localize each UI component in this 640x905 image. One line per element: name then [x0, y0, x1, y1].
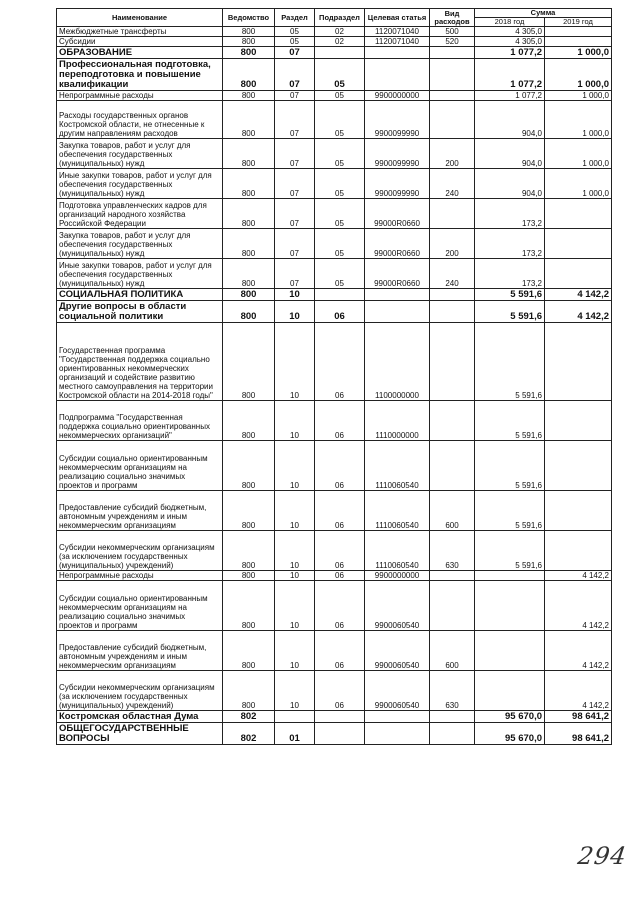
table-cell-section: 07 [275, 259, 315, 289]
table-cell-subsection: 06 [315, 401, 365, 441]
table-cell-2018: 904,0 [475, 169, 545, 199]
table-cell-2019: 4 142,2 [545, 671, 612, 711]
table-cell-2019: 4 142,2 [545, 631, 612, 671]
table-body [57, 27, 612, 745]
table-cell-subsection: 06 [315, 301, 365, 323]
table-cell-dept: 800 [223, 169, 275, 199]
table-cell-subsection: 02 [315, 27, 365, 37]
table-cell-section: 10 [275, 631, 315, 671]
table-cell-name: Субсидии некоммерческим организациям (за исключением государственных (муниципальных) учреждений) [57, 671, 223, 711]
budget-table-page [56, 8, 611, 745]
table-row [57, 323, 612, 401]
table-cell-target: 9900060540 [365, 631, 430, 671]
table-cell-2018: 1 077,2 [475, 59, 545, 91]
table-cell-2019 [545, 531, 612, 571]
table-cell-dept: 800 [223, 27, 275, 37]
table-row [57, 571, 612, 581]
table-cell-2018: 904,0 [475, 101, 545, 139]
table-cell-dept: 800 [223, 671, 275, 711]
table-cell-2018 [475, 581, 545, 631]
table-cell-section: 10 [275, 401, 315, 441]
table-cell-kind [430, 401, 475, 441]
table-cell-section: 10 [275, 571, 315, 581]
table-cell-target: 1100000000 [365, 323, 430, 401]
table-cell-dept: 800 [223, 101, 275, 139]
table-cell-section: 10 [275, 301, 315, 323]
table-cell-2019 [545, 27, 612, 37]
table-cell-2019: 1 000,0 [545, 91, 612, 101]
table-cell-section: 01 [275, 723, 315, 745]
table-cell-target: 1120071040 [365, 27, 430, 37]
table-cell-name: Непрограммные расходы [57, 571, 223, 581]
table-cell-2018: 5 591,6 [475, 531, 545, 571]
table-cell-2018 [475, 571, 545, 581]
table-cell-kind: 600 [430, 631, 475, 671]
table-cell-section: 07 [275, 91, 315, 101]
table-cell-subsection [315, 47, 365, 59]
table-cell-2018: 5 591,6 [475, 289, 545, 301]
table-cell-kind: 500 [430, 27, 475, 37]
table-cell-dept: 800 [223, 301, 275, 323]
table-cell-2019: 4 142,2 [545, 581, 612, 631]
table-cell-dept: 800 [223, 323, 275, 401]
table-row [57, 229, 612, 259]
table-row [57, 491, 612, 531]
table-cell-subsection: 06 [315, 571, 365, 581]
table-cell-dept: 800 [223, 229, 275, 259]
table-cell-dept: 800 [223, 91, 275, 101]
table-cell-name: ОБРАЗОВАНИЕ [57, 47, 223, 59]
table-cell-dept: 800 [223, 631, 275, 671]
table-cell-subsection: 05 [315, 59, 365, 91]
table-cell-section: 07 [275, 139, 315, 169]
table-cell-subsection: 06 [315, 323, 365, 401]
table-cell-section: 07 [275, 169, 315, 199]
table-cell-section: 10 [275, 491, 315, 531]
table-cell-name: СОЦИАЛЬНАЯ ПОЛИТИКА [57, 289, 223, 301]
table-cell-dept: 800 [223, 571, 275, 581]
table-cell-2019 [545, 199, 612, 229]
table-cell-kind [430, 289, 475, 301]
table-cell-name: Иные закупки товаров, работ и услуг для обеспечения государственных (муниципальных) нужд [57, 169, 223, 199]
table-row [57, 289, 612, 301]
table-cell-2018: 5 591,6 [475, 323, 545, 401]
table-row [57, 47, 612, 59]
table-row [57, 259, 612, 289]
table-row [57, 723, 612, 745]
table-cell-2018: 173,2 [475, 199, 545, 229]
table-cell-kind [430, 723, 475, 745]
table-cell-2019 [545, 401, 612, 441]
table-cell-target: 1120071040 [365, 37, 430, 47]
table-cell-name: Государственная программа "Государственная поддержка социально ориентированных некоммерческих организаций и содействие развитию местного самоуправления на территории Костромской области на 2014-2018 годы" [57, 323, 223, 401]
table-cell-target [365, 723, 430, 745]
table-cell-kind [430, 323, 475, 401]
table-row [57, 401, 612, 441]
budget-table [56, 8, 612, 745]
table-cell-name: Другие вопросы в области социальной политики [57, 301, 223, 323]
table-cell-dept: 800 [223, 289, 275, 301]
table-row [57, 101, 612, 139]
table-cell-target: 99000R0660 [365, 229, 430, 259]
table-cell-2019: 4 142,2 [545, 571, 612, 581]
table-cell-2018 [475, 631, 545, 671]
table-cell-2019 [545, 229, 612, 259]
table-row [57, 59, 612, 91]
table-cell-section: 10 [275, 531, 315, 571]
table-cell-2019 [545, 491, 612, 531]
table-cell-dept: 800 [223, 59, 275, 91]
table-cell-subsection: 05 [315, 199, 365, 229]
table-cell-2019: 1 000,0 [545, 101, 612, 139]
table-cell-2019 [545, 323, 612, 401]
table-row [57, 631, 612, 671]
table-cell-2019 [545, 37, 612, 47]
table-cell-dept: 800 [223, 401, 275, 441]
table-row [57, 169, 612, 199]
table-cell-2018: 173,2 [475, 229, 545, 259]
table-cell-subsection [315, 289, 365, 301]
table-cell-name: Субсидии [57, 37, 223, 47]
table-cell-2018: 5 591,6 [475, 301, 545, 323]
table-cell-subsection: 05 [315, 91, 365, 101]
header-2019: 2019 год [545, 18, 612, 27]
table-cell-name: Закупка товаров, работ и услуг для обеспечения государственных (муниципальных) нужд [57, 229, 223, 259]
table-cell-2018: 904,0 [475, 139, 545, 169]
table-cell-dept: 800 [223, 259, 275, 289]
table-cell-name: Расходы государственных органов Костромской области, не отнесенные к другим направлениям расходов [57, 101, 223, 139]
table-cell-kind: 630 [430, 671, 475, 711]
table-cell-kind [430, 59, 475, 91]
table-cell-name: Подпрограмма "Государственная поддержка социально ориентированных некоммерческих организаций" [57, 401, 223, 441]
table-cell-dept: 800 [223, 139, 275, 169]
table-cell-section: 05 [275, 27, 315, 37]
table-cell-dept: 800 [223, 47, 275, 59]
table-cell-2018: 95 670,0 [475, 723, 545, 745]
header-kind: Вид расходов [430, 9, 475, 27]
table-cell-kind: 200 [430, 139, 475, 169]
table-cell-target: 9900099990 [365, 169, 430, 199]
table-cell-kind: 200 [430, 229, 475, 259]
table-cell-dept: 800 [223, 441, 275, 491]
page-number-handwritten: 294 [576, 842, 629, 870]
table-cell-kind [430, 47, 475, 59]
table-cell-2018: 5 591,6 [475, 491, 545, 531]
table-cell-target [365, 47, 430, 59]
table-cell-target: 9900099990 [365, 139, 430, 169]
table-cell-2019: 4 142,2 [545, 301, 612, 323]
table-cell-section: 10 [275, 581, 315, 631]
table-cell-subsection: 02 [315, 37, 365, 47]
table-cell-2019: 1 000,0 [545, 47, 612, 59]
table-cell-kind: 600 [430, 491, 475, 531]
table-cell-target: 9900060540 [365, 671, 430, 711]
table-cell-name: Субсидии социально ориентированным некоммерческим организациям на реализацию социально значимых проектов и программ [57, 581, 223, 631]
header-subsection: Подраздел [315, 9, 365, 27]
header-dept: Ведомство [223, 9, 275, 27]
table-cell-section: 10 [275, 671, 315, 711]
table-cell-kind: 240 [430, 169, 475, 199]
table-cell-kind [430, 441, 475, 491]
table-cell-kind [430, 101, 475, 139]
table-cell-2019: 98 641,2 [545, 711, 612, 723]
table-cell-target: 9900099990 [365, 101, 430, 139]
header-section: Раздел [275, 9, 315, 27]
header-target: Целевая статья [365, 9, 430, 27]
header-2018: 2018 год [475, 18, 545, 27]
table-cell-target: 1110060540 [365, 491, 430, 531]
table-row [57, 37, 612, 47]
table-cell-dept: 800 [223, 199, 275, 229]
table-cell-kind [430, 571, 475, 581]
table-cell-name: Предоставление субсидий бюджетным, автономным учреждениям и иным некоммерческим организациям [57, 631, 223, 671]
table-cell-target: 9900000000 [365, 91, 430, 101]
table-cell-target [365, 301, 430, 323]
table-cell-target: 9900000000 [365, 571, 430, 581]
table-cell-subsection: 06 [315, 671, 365, 711]
table-cell-kind [430, 199, 475, 229]
table-cell-2018: 173,2 [475, 259, 545, 289]
table-cell-kind [430, 91, 475, 101]
table-cell-target: 9900060540 [365, 581, 430, 631]
table-row [57, 301, 612, 323]
table-cell-target: 99000R0660 [365, 199, 430, 229]
table-row [57, 581, 612, 631]
table-cell-kind [430, 581, 475, 631]
table-cell-name: Субсидии социально ориентированным некоммерческим организациям на реализацию социально значимых проектов и программ [57, 441, 223, 491]
table-cell-section: 07 [275, 59, 315, 91]
table-cell-subsection: 05 [315, 229, 365, 259]
table-cell-2019 [545, 441, 612, 491]
table-cell-target: 1110060540 [365, 531, 430, 571]
table-cell-section: 07 [275, 199, 315, 229]
table-cell-2019: 1 000,0 [545, 169, 612, 199]
table-cell-name: Непрограммные расходы [57, 91, 223, 101]
table-cell-dept: 800 [223, 491, 275, 531]
table-cell-2018: 4 305,0 [475, 37, 545, 47]
table-cell-section [275, 711, 315, 723]
table-cell-target: 99000R0660 [365, 259, 430, 289]
table-cell-name: Субсидии некоммерческим организациям (за исключением государственных (муниципальных) учреждений) [57, 531, 223, 571]
table-cell-target [365, 289, 430, 301]
table-row [57, 139, 612, 169]
table-cell-2018 [475, 671, 545, 711]
table-cell-name: Профессиональная подготовка, переподготовка и повышение квалификации [57, 59, 223, 91]
table-cell-2018: 5 591,6 [475, 401, 545, 441]
table-row [57, 27, 612, 37]
table-cell-section: 10 [275, 289, 315, 301]
table-cell-kind: 630 [430, 531, 475, 571]
table-row [57, 671, 612, 711]
table-cell-subsection [315, 711, 365, 723]
table-cell-section: 05 [275, 37, 315, 47]
table-cell-subsection: 06 [315, 441, 365, 491]
table-row [57, 711, 612, 723]
table-cell-name: Закупка товаров, работ и услуг для обеспечения государственных (муниципальных) нужд [57, 139, 223, 169]
table-row [57, 91, 612, 101]
table-cell-subsection: 06 [315, 491, 365, 531]
table-cell-kind [430, 711, 475, 723]
table-cell-subsection: 06 [315, 581, 365, 631]
table-cell-name: Предоставление субсидий бюджетным, автономным учреждениям и иным некоммерческим организациям [57, 491, 223, 531]
table-cell-dept: 800 [223, 531, 275, 571]
table-cell-2019: 98 641,2 [545, 723, 612, 745]
table-cell-2018: 4 305,0 [475, 27, 545, 37]
table-cell-subsection: 06 [315, 631, 365, 671]
header-sum: Сумма [475, 9, 612, 18]
table-cell-kind: 240 [430, 259, 475, 289]
table-cell-section: 07 [275, 229, 315, 259]
table-row [57, 441, 612, 491]
table-cell-kind: 520 [430, 37, 475, 47]
table-cell-2018: 95 670,0 [475, 711, 545, 723]
table-cell-2019: 1 000,0 [545, 139, 612, 169]
table-cell-name: Костромская областная Дума [57, 711, 223, 723]
table-cell-target [365, 711, 430, 723]
table-cell-dept: 802 [223, 711, 275, 723]
table-cell-subsection: 05 [315, 101, 365, 139]
table-cell-2018: 1 077,2 [475, 47, 545, 59]
table-cell-dept: 802 [223, 723, 275, 745]
table-cell-name: ОБЩЕГОСУДАРСТВЕННЫЕ ВОПРОСЫ [57, 723, 223, 745]
table-cell-name: Межбюджетные трансферты [57, 27, 223, 37]
table-cell-target [365, 59, 430, 91]
table-cell-dept: 800 [223, 37, 275, 47]
table-cell-subsection: 05 [315, 169, 365, 199]
header-name: Наименование [57, 9, 223, 27]
table-cell-subsection [315, 723, 365, 745]
table-cell-section: 07 [275, 101, 315, 139]
table-cell-2019: 1 000,0 [545, 59, 612, 91]
table-cell-2019 [545, 259, 612, 289]
table-cell-section: 07 [275, 47, 315, 59]
table-cell-name: Подготовка управленческих кадров для организаций народного хозяйства Российской Федерации [57, 199, 223, 229]
table-cell-subsection: 05 [315, 139, 365, 169]
table-row [57, 199, 612, 229]
table-cell-2018: 5 591,6 [475, 441, 545, 491]
table-cell-target: 1110000000 [365, 401, 430, 441]
table-cell-subsection: 06 [315, 531, 365, 571]
table-cell-section: 10 [275, 323, 315, 401]
table-cell-target: 1110060540 [365, 441, 430, 491]
table-cell-kind [430, 301, 475, 323]
table-cell-section: 10 [275, 441, 315, 491]
table-cell-2018: 1 077,2 [475, 91, 545, 101]
table-cell-2019: 4 142,2 [545, 289, 612, 301]
table-cell-dept: 800 [223, 581, 275, 631]
table-cell-name: Иные закупки товаров, работ и услуг для обеспечения государственных (муниципальных) нужд [57, 259, 223, 289]
table-row [57, 531, 612, 571]
table-cell-subsection: 05 [315, 259, 365, 289]
